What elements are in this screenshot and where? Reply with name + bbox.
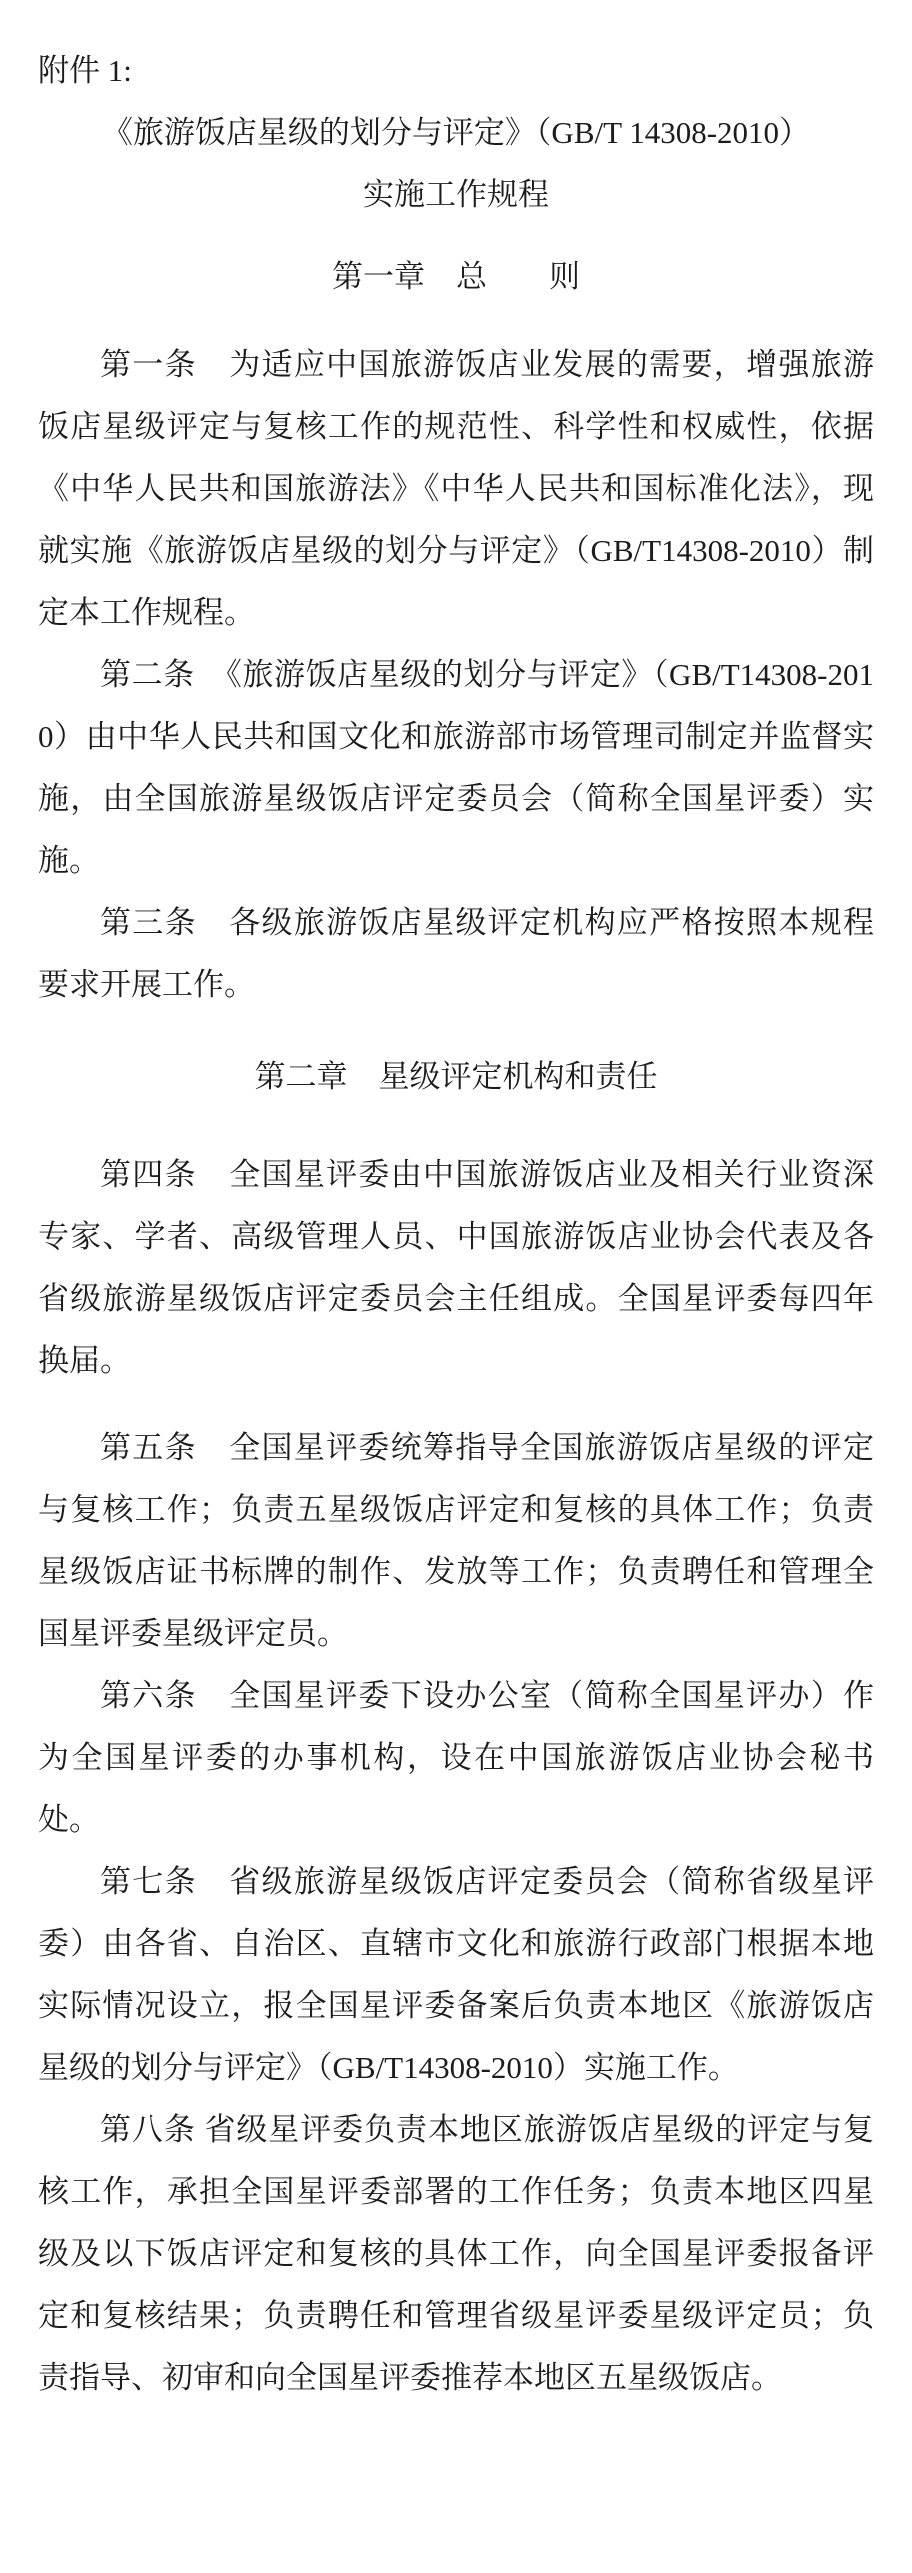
article-3: 第三条 各级旅游饭店星级评定机构应严格按照本规程要求开展工作。 (38, 905, 874, 1002)
article-8: 第八条 省级星评委负责本地区旅游饭店星级的评定与复核工作，承担全国星评委部署的工作任务；负责本地区四星级及以下饭店评定和复核的具体工作，向全国星评委报备评定和复核结果；负责聘任和管理省级星评委星级评定员；负责指导、初审和向全国星评委推荐本地区五星级饭店。 (38, 2112, 874, 2395)
article-2: 第二条 《旅游饭店星级的划分与评定》（GB/T14308-2010）由中华人民共和国文化和旅游部市场管理司制定并监督实施，由全国旅游星级饭店评定委员会（简称全国星评委）实施。 (38, 657, 874, 878)
attachment-label: 附件 1: (38, 53, 132, 88)
article-1: 第一条 为适应中国旅游饭店业发展的需要，增强旅游饭店星级评定与复核工作的规范性、科学性和权威性，依据《中华人民共和国旅游法》《中华人民共和国标准化法》，现就实施《旅游饭店星级的划分与评定》（GB/T14308-2010）制定本工作规程。 (38, 347, 874, 630)
article-7: 第七条 省级旅游星级饭店评定委员会（简称省级星评委）由各省、自治区、直辖市文化和旅游行政部门根据本地实际情况设立，报全国星评委备案后负责本地区《旅游饭店星级的划分与评定》（GB/T14308-2010）实施工作。 (38, 1864, 874, 2085)
article-4: 第四条 全国星评委由中国旅游饭店业及相关行业资深专家、学者、高级管理人员、中国旅游饭店业协会代表及各省级旅游星级饭店评定委员会主任组成。全国星评委每四年换届。 (38, 1157, 874, 1378)
chapter-2-heading: 第二章 星级评定机构和责任 (254, 1059, 658, 1094)
chapter-1-heading: 第一章 总 则 (332, 259, 580, 294)
article-5: 第五条 全国星评委统筹指导全国旅游饭店星级的评定与复核工作；负责五星级饭店评定和复核的具体工作；负责星级饭店证书标牌的制作、发放等工作；负责聘任和管理全国星评委星级评定员。 (38, 1430, 874, 1651)
document-subtitle: 实施工作规程 (363, 177, 549, 212)
article-6: 第六条 全国星评委下设办公室（简称全国星评办）作为全国星评委的办事机构，设在中国旅游饭店业协会秘书处。 (38, 1678, 874, 1837)
document-title: 《旅游饭店星级的划分与评定》（GB/T 14308-2010） (101, 115, 811, 150)
